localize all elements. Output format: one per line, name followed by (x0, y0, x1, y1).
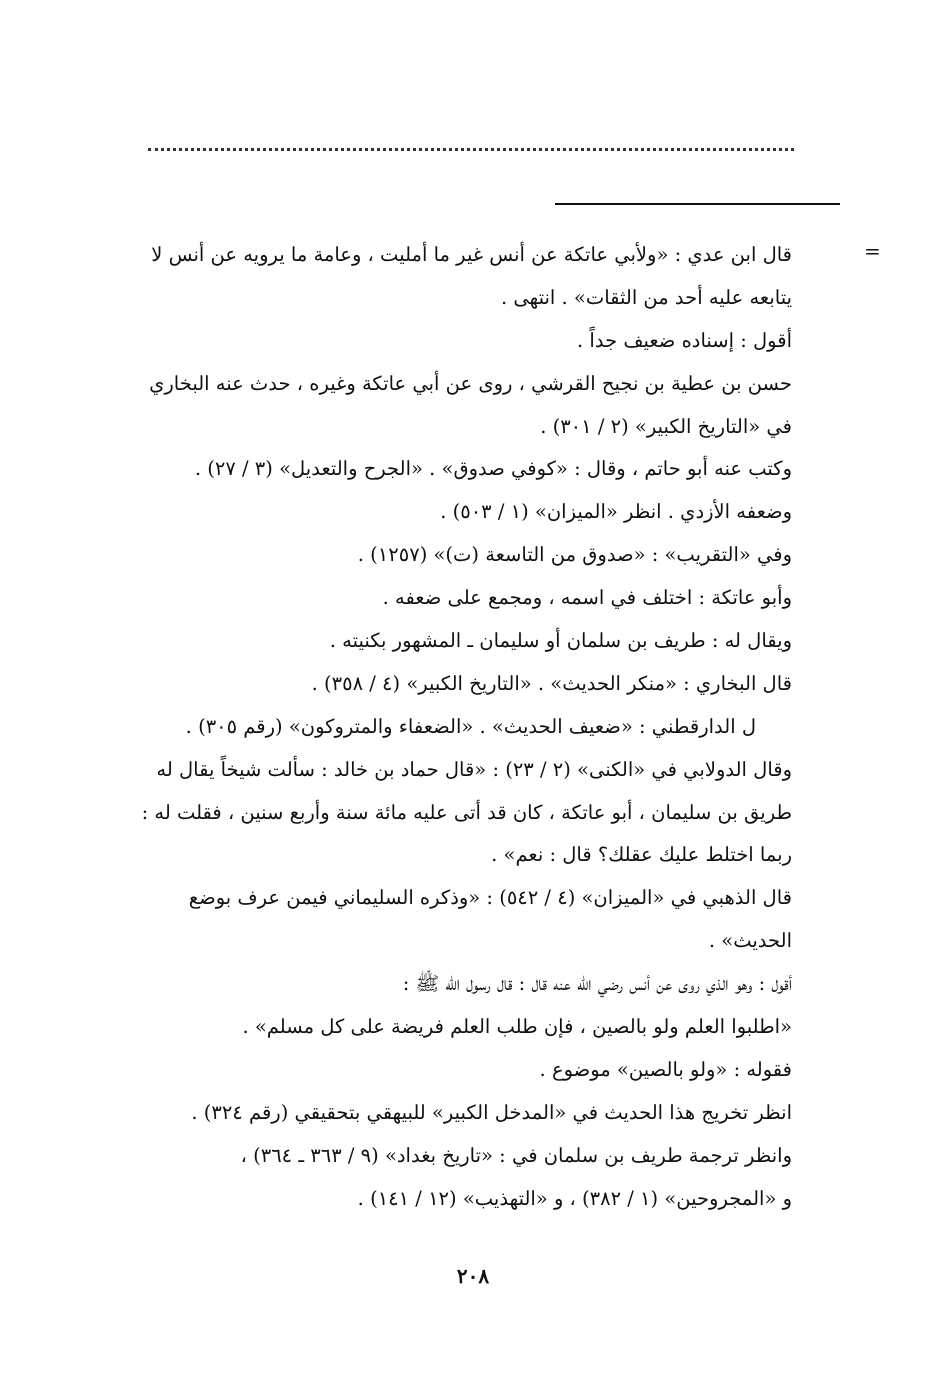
text-line: أقول : وهو الذي روى عن أنس رضي الله عنه قال : قال رسول الله ﷺ : (402, 972, 792, 996)
text-line: فقوله : «ولو بالصين» موضوع . (539, 1057, 792, 1081)
text-line: وقال الدولابي في «الكنى» (٢ / ٢٣) : «قال حماد بن خالد : سألت شيخاً يقال له (156, 757, 792, 781)
text-line: قال البخاري : «منكر الحديث» . «التاريخ الكبير» (٤ / ٣٥٨) . (311, 671, 792, 695)
text-line: و «المجروحين» (١ / ٣٨٢) ، و «التهذيب» (١٢ / ١٤١) . (357, 1186, 792, 1210)
text-line: قال ابن عدي : «ولأبي عاتكة عن أنس غير ما أمليت ، وعامة ما يرويه عن أنس لا (151, 243, 792, 266)
text-line: طريق بن سليمان ، أبو عاتكة ، كان قد أتى عليه مائة سنة وأربع سنين ، فقلت له : (141, 800, 792, 824)
dotted-separator (148, 148, 794, 151)
footnote-text (132, 234, 792, 1220)
text-line: «اطلبوا العلم ولو بالصين ، فإن طلب العلم فريضة على كل مسلم» . (242, 1015, 792, 1039)
text-line: انظر تخريج هذا الحديث في «المدخل الكبير» للبيهقي بتحقيقي (رقم ٣٢٤) . (191, 1100, 792, 1124)
text-line: الحديث» . (708, 929, 792, 953)
text-line: ويقال له : طريف بن سلمان أو سليمان ـ المشهور بكنيته . (329, 629, 792, 653)
text-line: وضعفه الأزدي . انظر «الميزان» (١ / ٥٠٣) . (440, 500, 792, 524)
text-line: يتابعه عليه أحد من الثقات» . انتهى . (500, 285, 792, 309)
text-line: قال الذهبي في «الميزان» (٤ / ٥٤٢) : «وذكره السليماني فيمن عرف بوضع (188, 886, 792, 910)
text-line: حسن بن عطية بن نجيح القرشي ، روى عن أبي عاتكة وغيره ، حدث عنه البخاري (149, 371, 792, 395)
text-line: في «التاريخ الكبير» (٢ / ٣٠١) . (540, 414, 792, 438)
text-line: وأبو عاتكة : اختلف في اسمه ، ومجمع على ضعفه . (382, 586, 792, 610)
text-line: ل الدارقطني : «ضعيف الحديث» . «الضعفاء والمتروكون» (رقم ٣٠٥) . (185, 714, 756, 738)
text-line: ربما اختلط عليك عقلك؟ قال : نعم» . (491, 843, 792, 867)
text-line: وكتب عنه أبو حاتم ، وقال : «كوفي صدوق» . «الجرح والتعديل» (٣ / ٢٧) . (194, 457, 792, 481)
page-number: ٢٠٨ (456, 1264, 490, 1288)
footnote-rule (555, 203, 840, 205)
text-line: وانظر ترجمة طريف بن سلمان في : «تاريخ بغداد» (٩ / ٣٦٣ ـ ٣٦٤) ، (240, 1143, 792, 1167)
text-line: وفي «التقريب» : «صدوق من التاسعة (ت)» (١٢٥٧) . (357, 543, 792, 567)
text-line: أقول : إسناده ضعيف جداً . (577, 328, 792, 352)
continuation-mark: = (864, 239, 881, 263)
